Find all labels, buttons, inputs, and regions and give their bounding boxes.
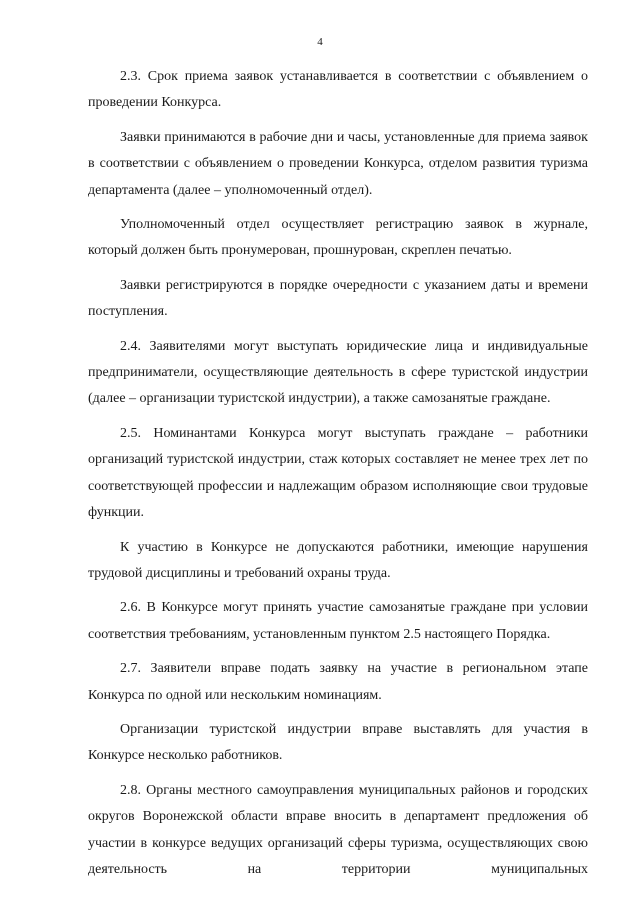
paragraph-2-6: 2.6. В Конкурсе могут принять участие самозанятые граждане при условии соответствия требованиям, установленным пунктом 2.5 настоящего Порядка. bbox=[88, 600, 588, 642]
document-body bbox=[88, 64, 588, 883]
page-number: 4 bbox=[317, 36, 323, 48]
paragraph-multiple-workers: Организации туристской индустрии вправе выставлять для участия в Конкурсе несколько работников. bbox=[88, 721, 588, 764]
paragraph-registration-journal: Уполномоченный отдел осуществляет регистрацию заявок в журнале, который должен быть пронумерован, прошнурован, скреплен печатью. bbox=[88, 217, 588, 259]
paragraph-2-8: 2.8. Органы местного самоуправления муниципальных районов и городских округов Воронежской области вправе вносить в департамент предложения об участии в конкурсе ведущих организаций сферы туризма, осуществляющих свою деятельность на территории муниципальных bbox=[88, 782, 588, 877]
paragraph-2-5: 2.5. Номинантами Конкурса могут выступать граждане – работники организаций туристской индустрии, стаж которых составляет не менее трех лет по соответствующей профессии и надлежащим образом исполняющие свои трудовые функции. bbox=[88, 425, 588, 521]
paragraph-2-7: 2.7. Заявители вправе подать заявку на участие в региональном этапе Конкурса по одной или нескольким номинациям. bbox=[88, 661, 588, 703]
paragraph-2-3: 2.3. Срок приема заявок устанавливается в соответствии с объявлением о проведении Конкурса. bbox=[88, 69, 588, 111]
paragraph-application-hours: Заявки принимаются в рабочие дни и часы, установленные для приема заявок в соответствии с объявлением о проведении Конкурса, отделом развития туризма департамента (далее – уполномоченный отдел). bbox=[88, 129, 588, 198]
paragraph-registration-order: Заявки регистрируются в порядке очередности с указанием даты и времени поступления. bbox=[88, 277, 588, 320]
paragraph-2-4: 2.4. Заявителями могут выступать юридические лица и индивидуальные предприниматели, осуществляющие деятельность в сфере туристской индустрии (далее – организации туристской индустрии), а также самозанятые граждане. bbox=[88, 338, 588, 407]
paragraph-exclusions: К участию в Конкурсе не допускаются работники, имеющие нарушения трудовой дисциплины и требований охраны труда. bbox=[88, 539, 588, 581]
